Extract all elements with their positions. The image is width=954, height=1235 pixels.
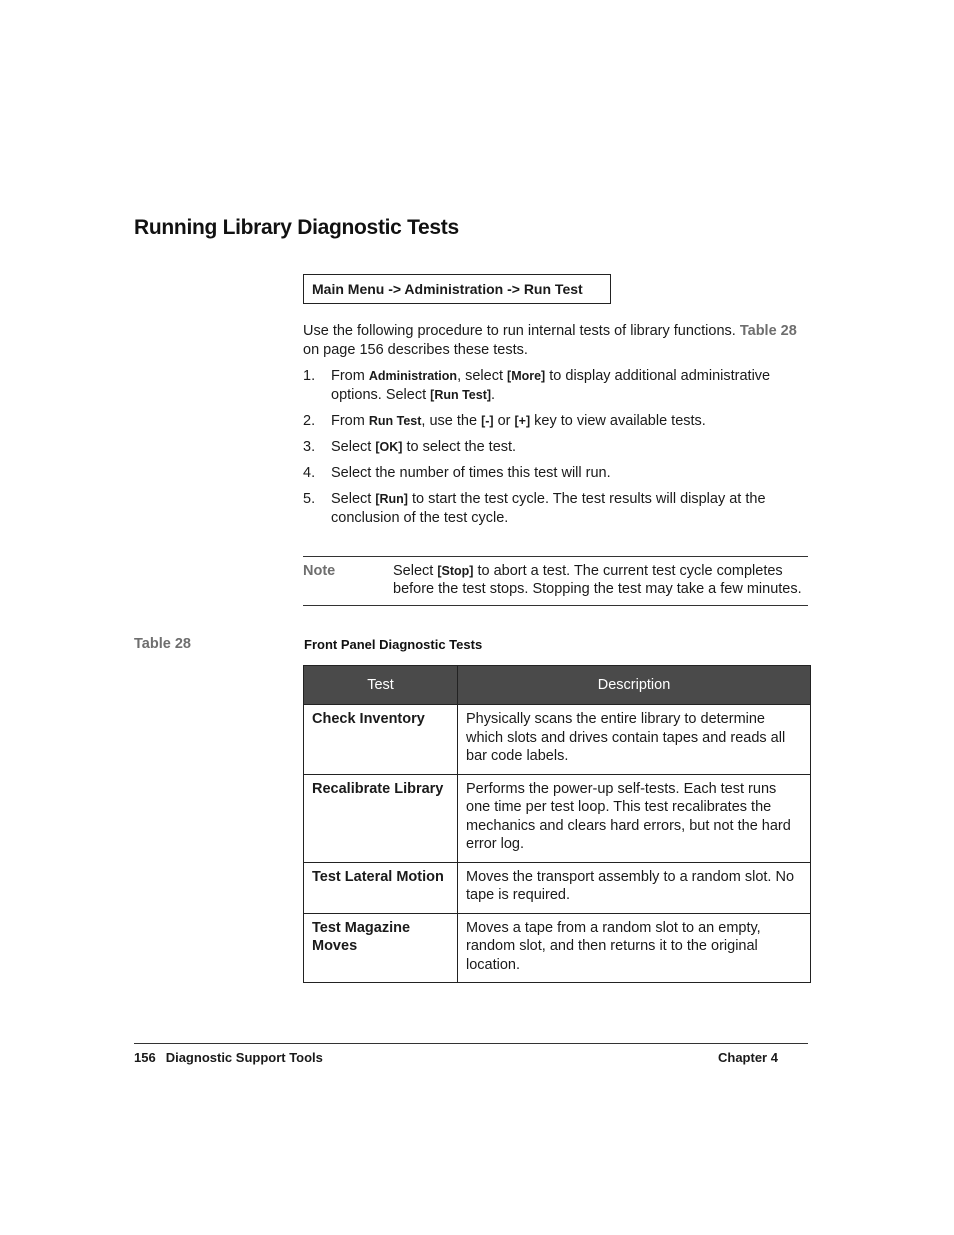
test-name-cell: Test Lateral Motion	[304, 862, 458, 913]
ui-key-label: [+]	[514, 414, 531, 428]
ui-key-label: [More]	[507, 369, 546, 383]
step-item	[303, 438, 813, 457]
procedure-steps	[303, 367, 813, 535]
ui-key-label: [Run Test]	[430, 388, 492, 402]
test-description-cell: Performs the power-up self-tests. Each test runs one time per test loop. This test recalibrates the mechanics and clears hard errors, but not the hard error log.	[458, 774, 811, 862]
table-row	[304, 913, 811, 983]
table-title: Front Panel Diagnostic Tests	[304, 637, 483, 652]
step-number: 4.	[303, 465, 316, 481]
ui-key-label: [OK]	[375, 440, 403, 454]
step-item	[303, 412, 813, 431]
ui-key-label: [Run]	[375, 492, 408, 506]
ui-key-label: [-]	[481, 414, 494, 428]
diagnostic-tests-table	[303, 665, 811, 983]
step-item	[303, 367, 813, 405]
step-text: Select [Run] to start the test cycle. The test results will display at the conclusion of the test cycle.	[331, 491, 766, 526]
step-text: Select the number of times this test will run.	[331, 465, 611, 481]
ui-key-label: Run Test	[368, 414, 422, 428]
note-text: Select [Stop] to abort a test. The current test cycle completes before the test stops. Stopping the test may take a few minutes.	[393, 563, 802, 597]
table-row	[304, 862, 811, 913]
step-text: From Administration, select [More] to display additional administrative options. Select [Run Test].	[331, 368, 771, 403]
table-reference-link[interactable]: Table 28	[739, 323, 797, 339]
intro-text-continued: on page 156 describes these tests.	[303, 342, 528, 358]
step-text: Select [OK] to select the test.	[331, 439, 517, 455]
table-row	[304, 774, 811, 862]
step-number: 5.	[303, 491, 316, 507]
intro-paragraph	[303, 322, 813, 360]
column-header-description: Description	[458, 666, 811, 705]
test-description-cell: Moves the transport assembly to a random slot. No tape is required.	[458, 862, 811, 913]
column-header-test: Test	[304, 666, 458, 705]
step-text: From Run Test, use the [-] or [+] key to view available tests.	[331, 413, 706, 429]
footer-left	[134, 1050, 323, 1065]
ui-key-label: Administration	[368, 369, 458, 383]
test-description-cell: Physically scans the entire library to determine which slots and drives contain tapes and reads all bar code labels.	[458, 705, 811, 775]
step-number: 1.	[303, 368, 316, 384]
test-name-cell: Recalibrate Library	[304, 774, 458, 862]
footer-chapter: Chapter 4	[718, 1050, 778, 1065]
test-name-cell: Check Inventory	[304, 705, 458, 775]
test-description-cell: Moves a tape from a random slot to an empty, random slot, and then returns it to the original location.	[458, 913, 811, 983]
table-header-row	[304, 666, 811, 705]
page-number: 156	[134, 1050, 156, 1065]
step-number: 2.	[303, 413, 316, 429]
menu-path-box: Main Menu -> Administration -> Run Test	[303, 274, 611, 304]
step-item	[303, 490, 813, 528]
note-box	[303, 556, 808, 606]
footer-divider	[134, 1043, 808, 1044]
test-name-cell: Test Magazine Moves	[304, 913, 458, 983]
intro-text: Use the following procedure to run internal tests of library functions.	[303, 323, 736, 339]
note-label: Note	[303, 563, 336, 579]
section-heading: Running Library Diagnostic Tests	[134, 216, 459, 239]
table-row	[304, 705, 811, 775]
ui-key-label: [Stop]	[437, 564, 474, 578]
step-item	[303, 464, 813, 483]
table-number: Table 28	[134, 636, 191, 652]
footer-section-title: Diagnostic Support Tools	[165, 1050, 323, 1065]
step-number: 3.	[303, 439, 316, 455]
